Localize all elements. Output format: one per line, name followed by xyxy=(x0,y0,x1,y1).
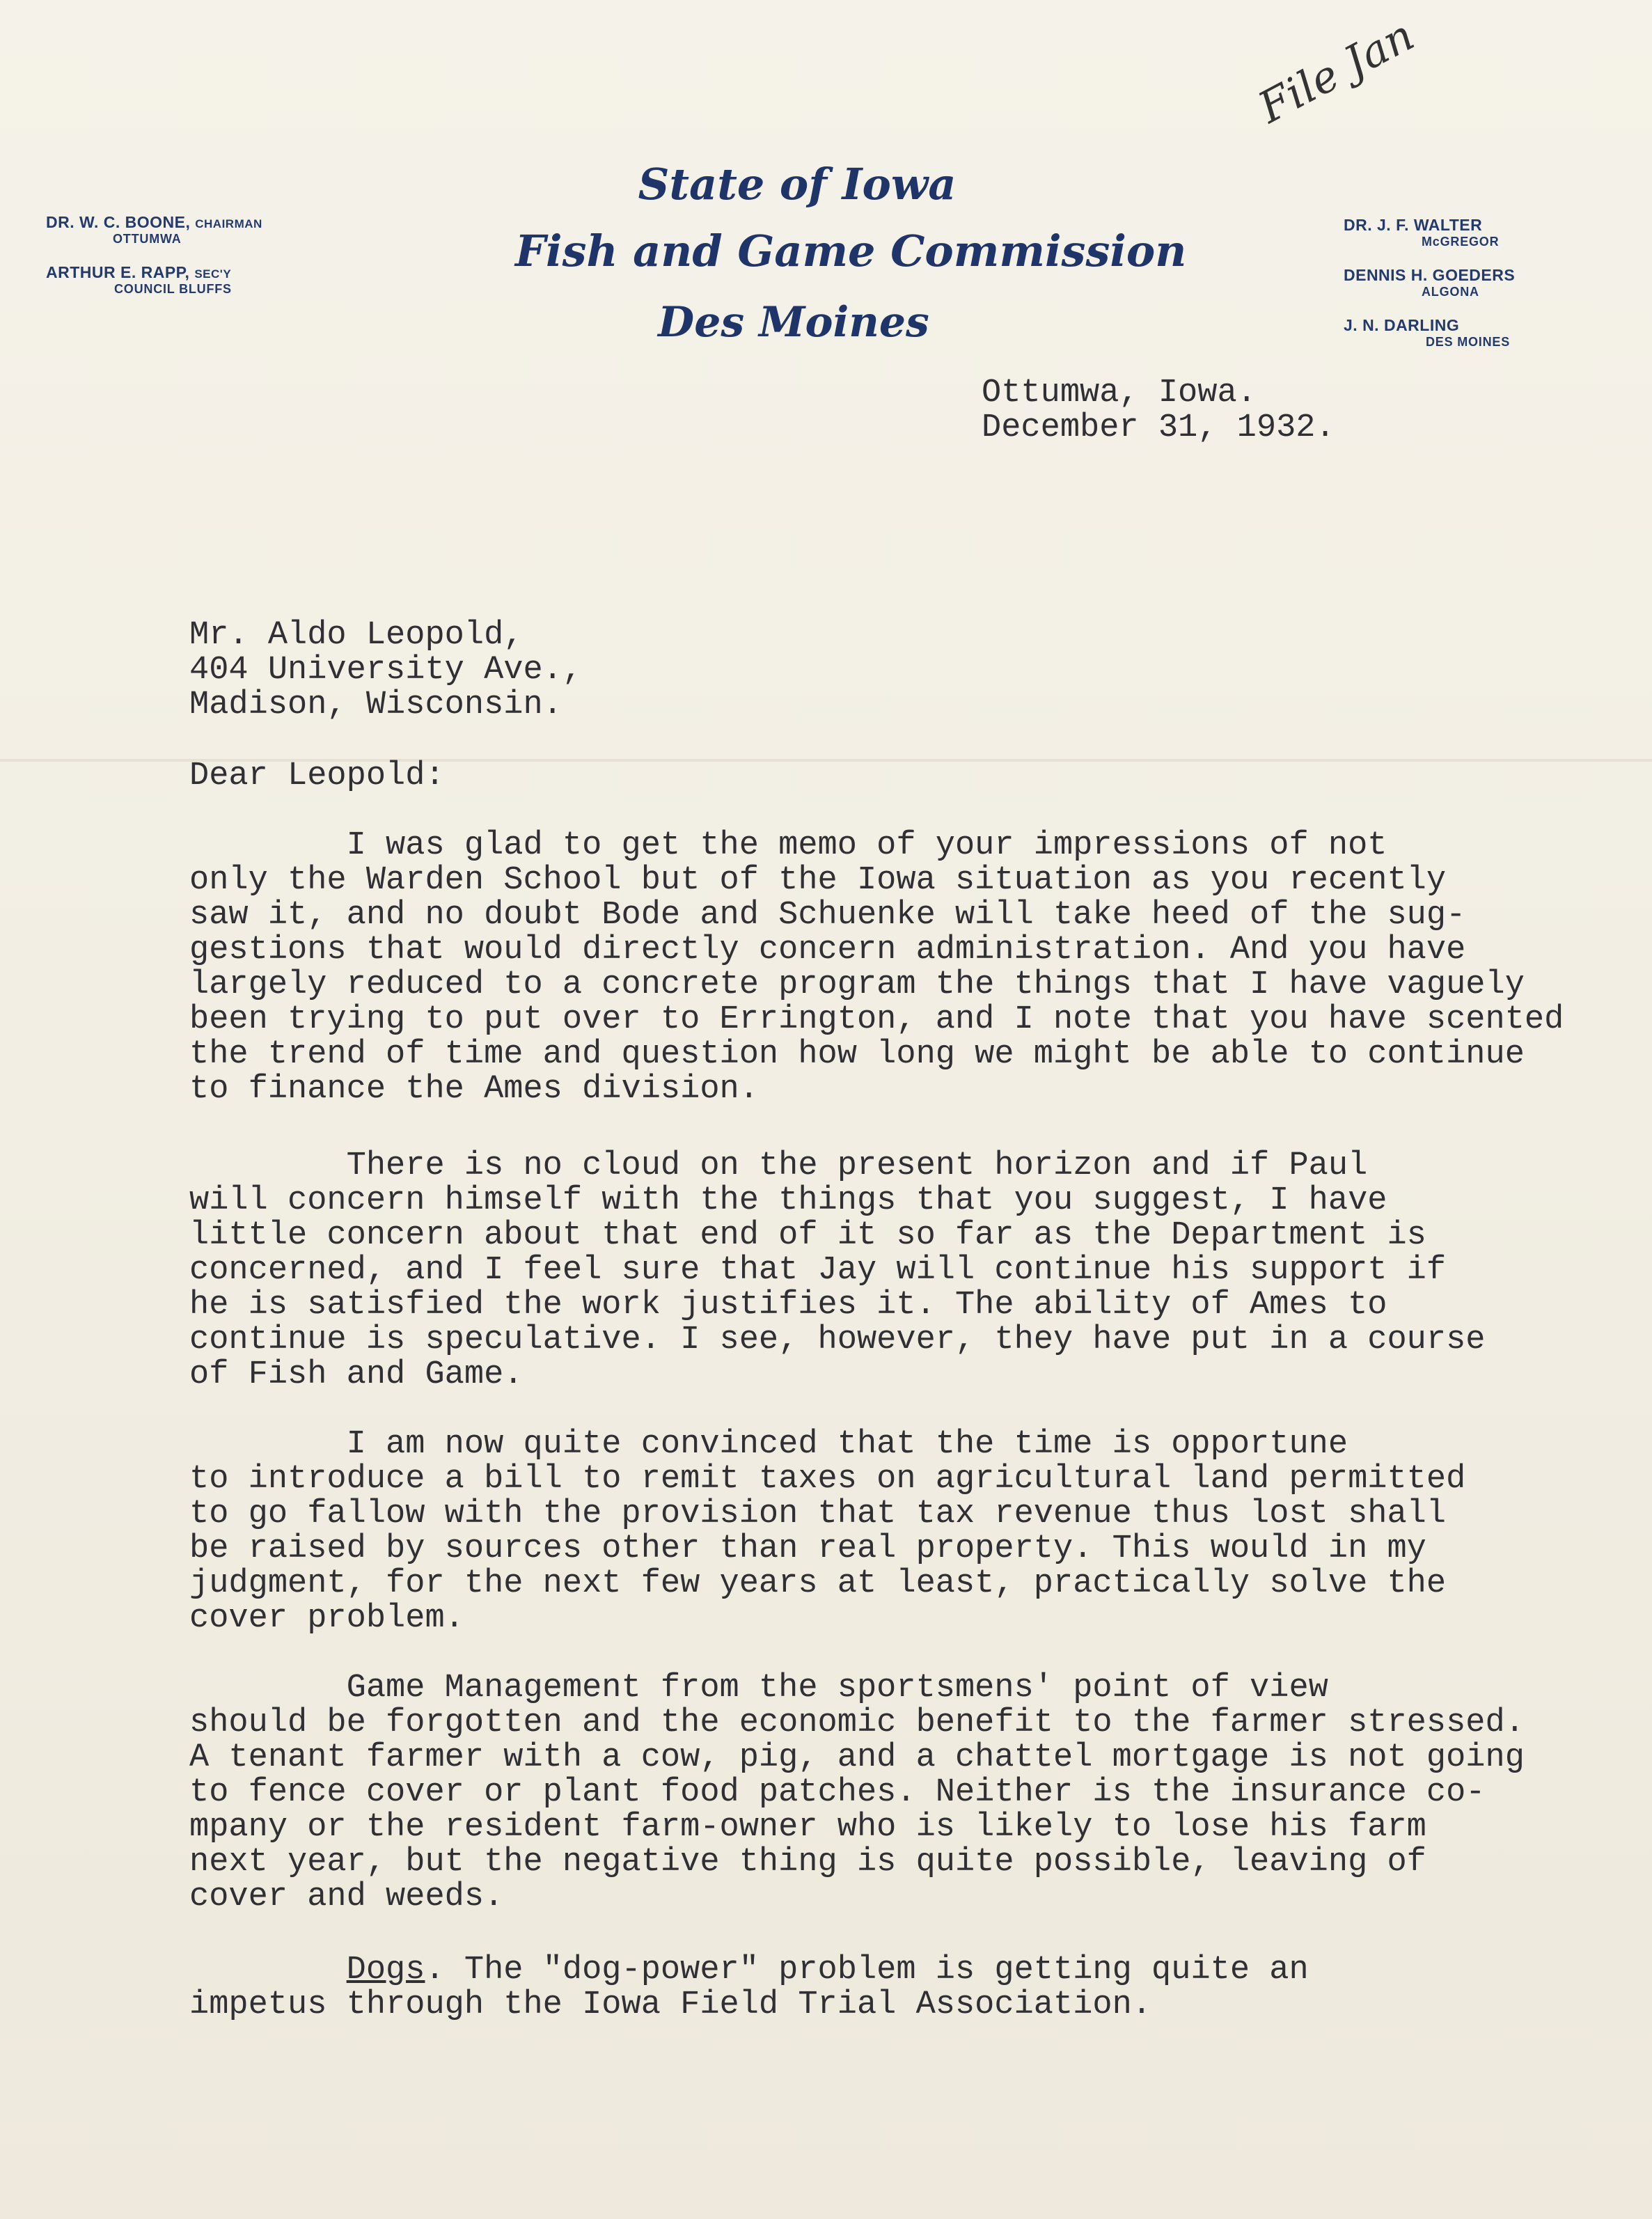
letterhead-title-city: Des Moines xyxy=(658,298,929,347)
body-line: the trend of time and question how long we might be able to continue xyxy=(189,1036,1525,1073)
member-city: DES MOINES xyxy=(1426,335,1511,349)
member-name: DENNIS H. GOEDERS xyxy=(1344,266,1516,284)
salutation: Dear Leopold: xyxy=(189,758,445,794)
body-line: little concern about that end of it so far as the Department is xyxy=(189,1217,1426,1254)
body-line: continue is speculative. I see, however, they have put in a course xyxy=(189,1322,1486,1358)
body-paragraph xyxy=(189,1149,1486,1393)
letterhead-right-members xyxy=(1344,216,1515,366)
address-line: Madison, Wisconsin. xyxy=(189,687,563,723)
body-line: of Fish and Game. xyxy=(189,1356,524,1393)
body-line: Game Management from the sportsmens' point of view xyxy=(189,1670,1328,1707)
letterhead-title-commission: Fish and Game Commission xyxy=(515,226,1187,276)
body-line: cover and weeds. xyxy=(189,1879,504,1915)
dogs-heading: Dogs xyxy=(346,1952,425,1989)
body-line: concerned, and I feel sure that Jay will continue his support if xyxy=(189,1252,1447,1289)
member-name: J. N. DARLING xyxy=(1344,316,1460,334)
body-paragraph xyxy=(189,829,1564,1107)
body-line: mpany or the resident farm-owner who is likely to lose his farm xyxy=(189,1809,1426,1846)
body-paragraph-dogs xyxy=(189,1953,1309,2023)
date-line: December 31, 1932. xyxy=(982,409,1335,446)
body-paragraph xyxy=(189,1427,1465,1636)
body-line: largely reduced to a concrete program the things that I have vaguely xyxy=(189,966,1525,1003)
place-line: Ottumwa, Iowa. xyxy=(982,375,1257,411)
body-line: judgment, for the next few years at least, practically solve the xyxy=(189,1565,1447,1602)
member-city: McGREGOR xyxy=(1422,235,1500,249)
body-line: impetus through the Iowa Field Trial Association. xyxy=(189,1986,1152,2023)
body-line: be raised by sources other than real property. This would in my xyxy=(189,1530,1426,1567)
place-and-date xyxy=(982,376,1335,446)
body-line: next year, but the negative thing is quite possible, leaving of xyxy=(189,1844,1426,1881)
body-line: gestions that would directly concern administration. And you have xyxy=(189,932,1466,969)
address-line: Mr. Aldo Leopold, xyxy=(189,617,524,654)
handwritten-annotation: File Jan xyxy=(1250,9,1422,134)
body-line: I was glad to get the memo of your impressions of not xyxy=(189,827,1387,864)
member-name: DR. J. F. WALTER xyxy=(1344,216,1483,234)
body-line: he is satisfied the work justifies it. The ability of Ames to xyxy=(189,1287,1387,1324)
body-line: to finance the Ames division. xyxy=(189,1071,759,1108)
body-line: been trying to put over to Errington, and I note that you have scented xyxy=(189,1001,1564,1038)
body-line: saw it, and no doubt Bode and Schuenke will take heed of the sug- xyxy=(189,897,1466,934)
address-line: 404 University Ave., xyxy=(189,652,583,689)
body-line: There is no cloud on the present horizon and if Paul xyxy=(189,1147,1368,1184)
body-line: to introduce a bill to remit taxes on agricultural land permitted xyxy=(189,1461,1466,1498)
body-line: to go fallow with the provision that tax revenue thus lost shall xyxy=(189,1496,1447,1532)
body-line: should be forgotten and the economic benefit to the farmer stressed. xyxy=(189,1704,1525,1741)
member-name: ARTHUR E. RAPP, SEC'Y xyxy=(46,263,232,281)
member-city: ALGONA xyxy=(1422,285,1479,299)
body-line: A tenant farmer with a cow, pig, and a chattel mortgage is not going xyxy=(189,1739,1525,1776)
member-name: DR. W. C. BOONE, CHAIRMAN xyxy=(46,213,262,231)
letterhead-title-state: State of Iowa xyxy=(638,159,957,210)
body-paragraph xyxy=(189,1671,1525,1915)
body-line: Dogs. The "dog-power" problem is getting quite an xyxy=(346,1952,1309,1989)
recipient-address xyxy=(189,618,582,723)
letterhead-left-members xyxy=(46,213,262,313)
body-line: cover problem. xyxy=(189,1600,464,1637)
body-line: will concern himself with the things that you suggest, I have xyxy=(189,1182,1387,1219)
body-line: only the Warden School but of the Iowa situation as you recently xyxy=(189,862,1447,899)
body-line: to fence cover or plant food patches. Neither is the insurance co- xyxy=(189,1774,1486,1811)
member-city: COUNCIL BLUFFS xyxy=(114,282,232,296)
member-city: OTTUMWA xyxy=(113,232,182,246)
body-line: I am now quite convinced that the time is opportune xyxy=(189,1426,1348,1463)
